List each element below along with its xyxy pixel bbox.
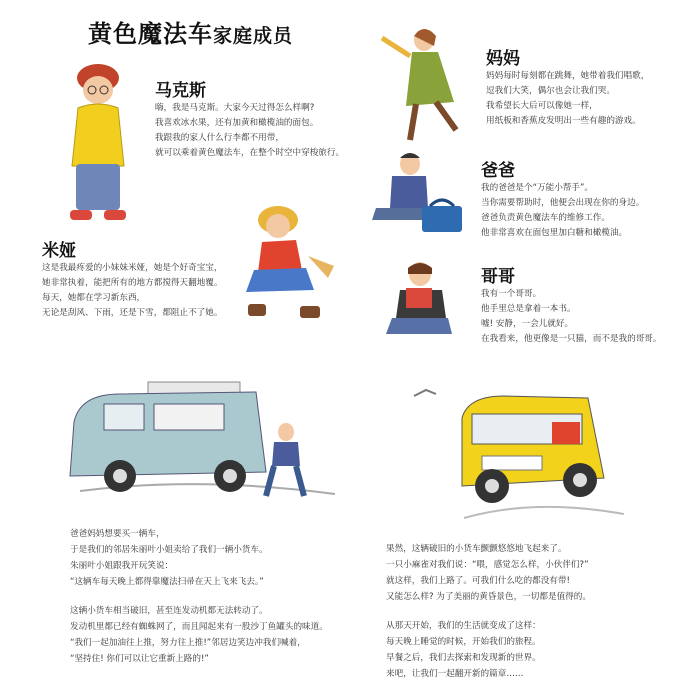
title-sub: 家庭成员	[213, 25, 294, 47]
max-illustration	[58, 56, 138, 234]
mom-line: 妈妈每时每刻都在跳舞，她带着我们唱歌，	[486, 71, 650, 81]
title-main: 黄色魔法车	[88, 20, 213, 48]
max-description	[155, 101, 344, 161]
mom-name: 妈妈	[486, 49, 520, 69]
brother-line: 他手里总是拿着一本书。	[481, 304, 576, 314]
old-van-illustration	[60, 376, 335, 504]
mom-line: 我希望长大后可以像她一样，	[486, 101, 598, 111]
story-line: “我们一起加油往上推，努力往上推!”邻居边笑边冲我们喊着，	[70, 638, 306, 648]
story-line: 来吧，让我们一起翻开新的篇章……	[386, 669, 524, 679]
mom-line: 逗我们大笑，偶尔也会让我们哭。	[486, 86, 615, 96]
story-line: 每天晚上睡觉的时候，开始我们的旅程。	[386, 637, 541, 647]
story-line: 朱丽叶小姐跟我开玩笑说：	[70, 561, 174, 571]
sparrow-icon	[414, 390, 436, 396]
mia-name: 米娅	[42, 241, 76, 261]
mia-line: 她非常执着，能把所有的地方都搅得天翻地覆。	[42, 278, 223, 288]
story-line: 于是我们的邻居朱丽叶小姐卖给了我们一辆小货车。	[70, 545, 268, 555]
dad-name: 爸爸	[481, 161, 515, 181]
brother-name: 哥哥	[481, 267, 515, 287]
mia-illustration	[238, 200, 338, 332]
story-line: 果然，这辆破旧的小货车颤颤悠悠地飞起来了。	[386, 544, 567, 554]
mia-line: 无论是刮风、下雨，还是下雪，都阻止不了她。	[42, 308, 223, 318]
dad-line: 他非常喜欢在面包里加白糖和橄榄油。	[481, 228, 628, 238]
max-name: 马克斯	[155, 81, 206, 101]
mom-line: 用纸板和香蕉皮发明出一些有趣的游戏。	[486, 116, 641, 126]
story-line: 一只小麻雀对我们说：“喂，感觉怎么样，小伙伴们?”	[386, 560, 589, 570]
yellow-magic-van-illustration	[404, 378, 624, 528]
max-line: 嗨，我是马克斯。大家今天过得怎么样啊?	[155, 103, 315, 113]
mia-description	[42, 261, 222, 321]
story-line: 发动机里都已经有蜘蛛网了，而且闻起来有一股沙丁鱼罐头的味道。	[70, 622, 328, 632]
story-line: 这辆小货车相当破旧，甚至连发动机都无法转动了。	[70, 606, 268, 616]
mia-line: 每天，她都在学习新东西，	[42, 293, 146, 303]
story-line: 从那天开始，我们的生活就变成了这样：	[386, 621, 541, 631]
story-line: 又能怎么样? 为了美丽的黄昏景色，一切都是值得的。	[386, 592, 591, 602]
mom-illustration	[376, 18, 466, 148]
story-line: 早餐之后，我们去探索和发现新的世界。	[386, 653, 541, 663]
dad-line: 我的爸爸是个“万能小帮手”。	[481, 183, 594, 193]
brother-line: 在我看来，他更像是一只猫，而不是我的哥哥。	[481, 334, 662, 344]
story-line: 就这样，我们上路了。可我们什么吃的都没有带!	[386, 576, 570, 586]
brother-line: 我有一个哥哥。	[481, 289, 542, 299]
max-line: 我跟我的家人什么行李都不用带，	[155, 133, 284, 143]
dad-line: 当你需要帮助时，他便会出现在你的身边。	[481, 198, 645, 208]
brother-illustration	[386, 258, 472, 344]
page-title	[88, 14, 293, 49]
story-line: 爸爸妈妈想要买一辆车，	[70, 529, 165, 539]
story-left	[70, 526, 328, 667]
mia-line: 这是我最疼爱的小妹妹米娅，她是个好奇宝宝，	[42, 263, 223, 273]
dad-illustration	[370, 148, 474, 240]
max-line: 就可以乘着黄色魔法车，在整个时空中穿梭旅行。	[155, 148, 345, 158]
dad-description	[481, 181, 644, 241]
story-right	[386, 541, 591, 682]
max-line: 我喜欢冰水果，还有加黄和橄榄油的面包。	[155, 118, 319, 128]
brother-line: 嘘! 安静，一会儿就好。	[481, 319, 574, 329]
brother-description	[481, 287, 661, 347]
story-line: “坚持住! 你们可以让它重新上路的!”	[70, 654, 209, 664]
story-line: “这辆车每天晚上都得靠魔法扫帚在天上飞来飞去。”	[70, 577, 264, 587]
mom-description	[486, 69, 649, 129]
dad-line: 爸爸负责黄色魔法车的维修工作。	[481, 213, 610, 223]
